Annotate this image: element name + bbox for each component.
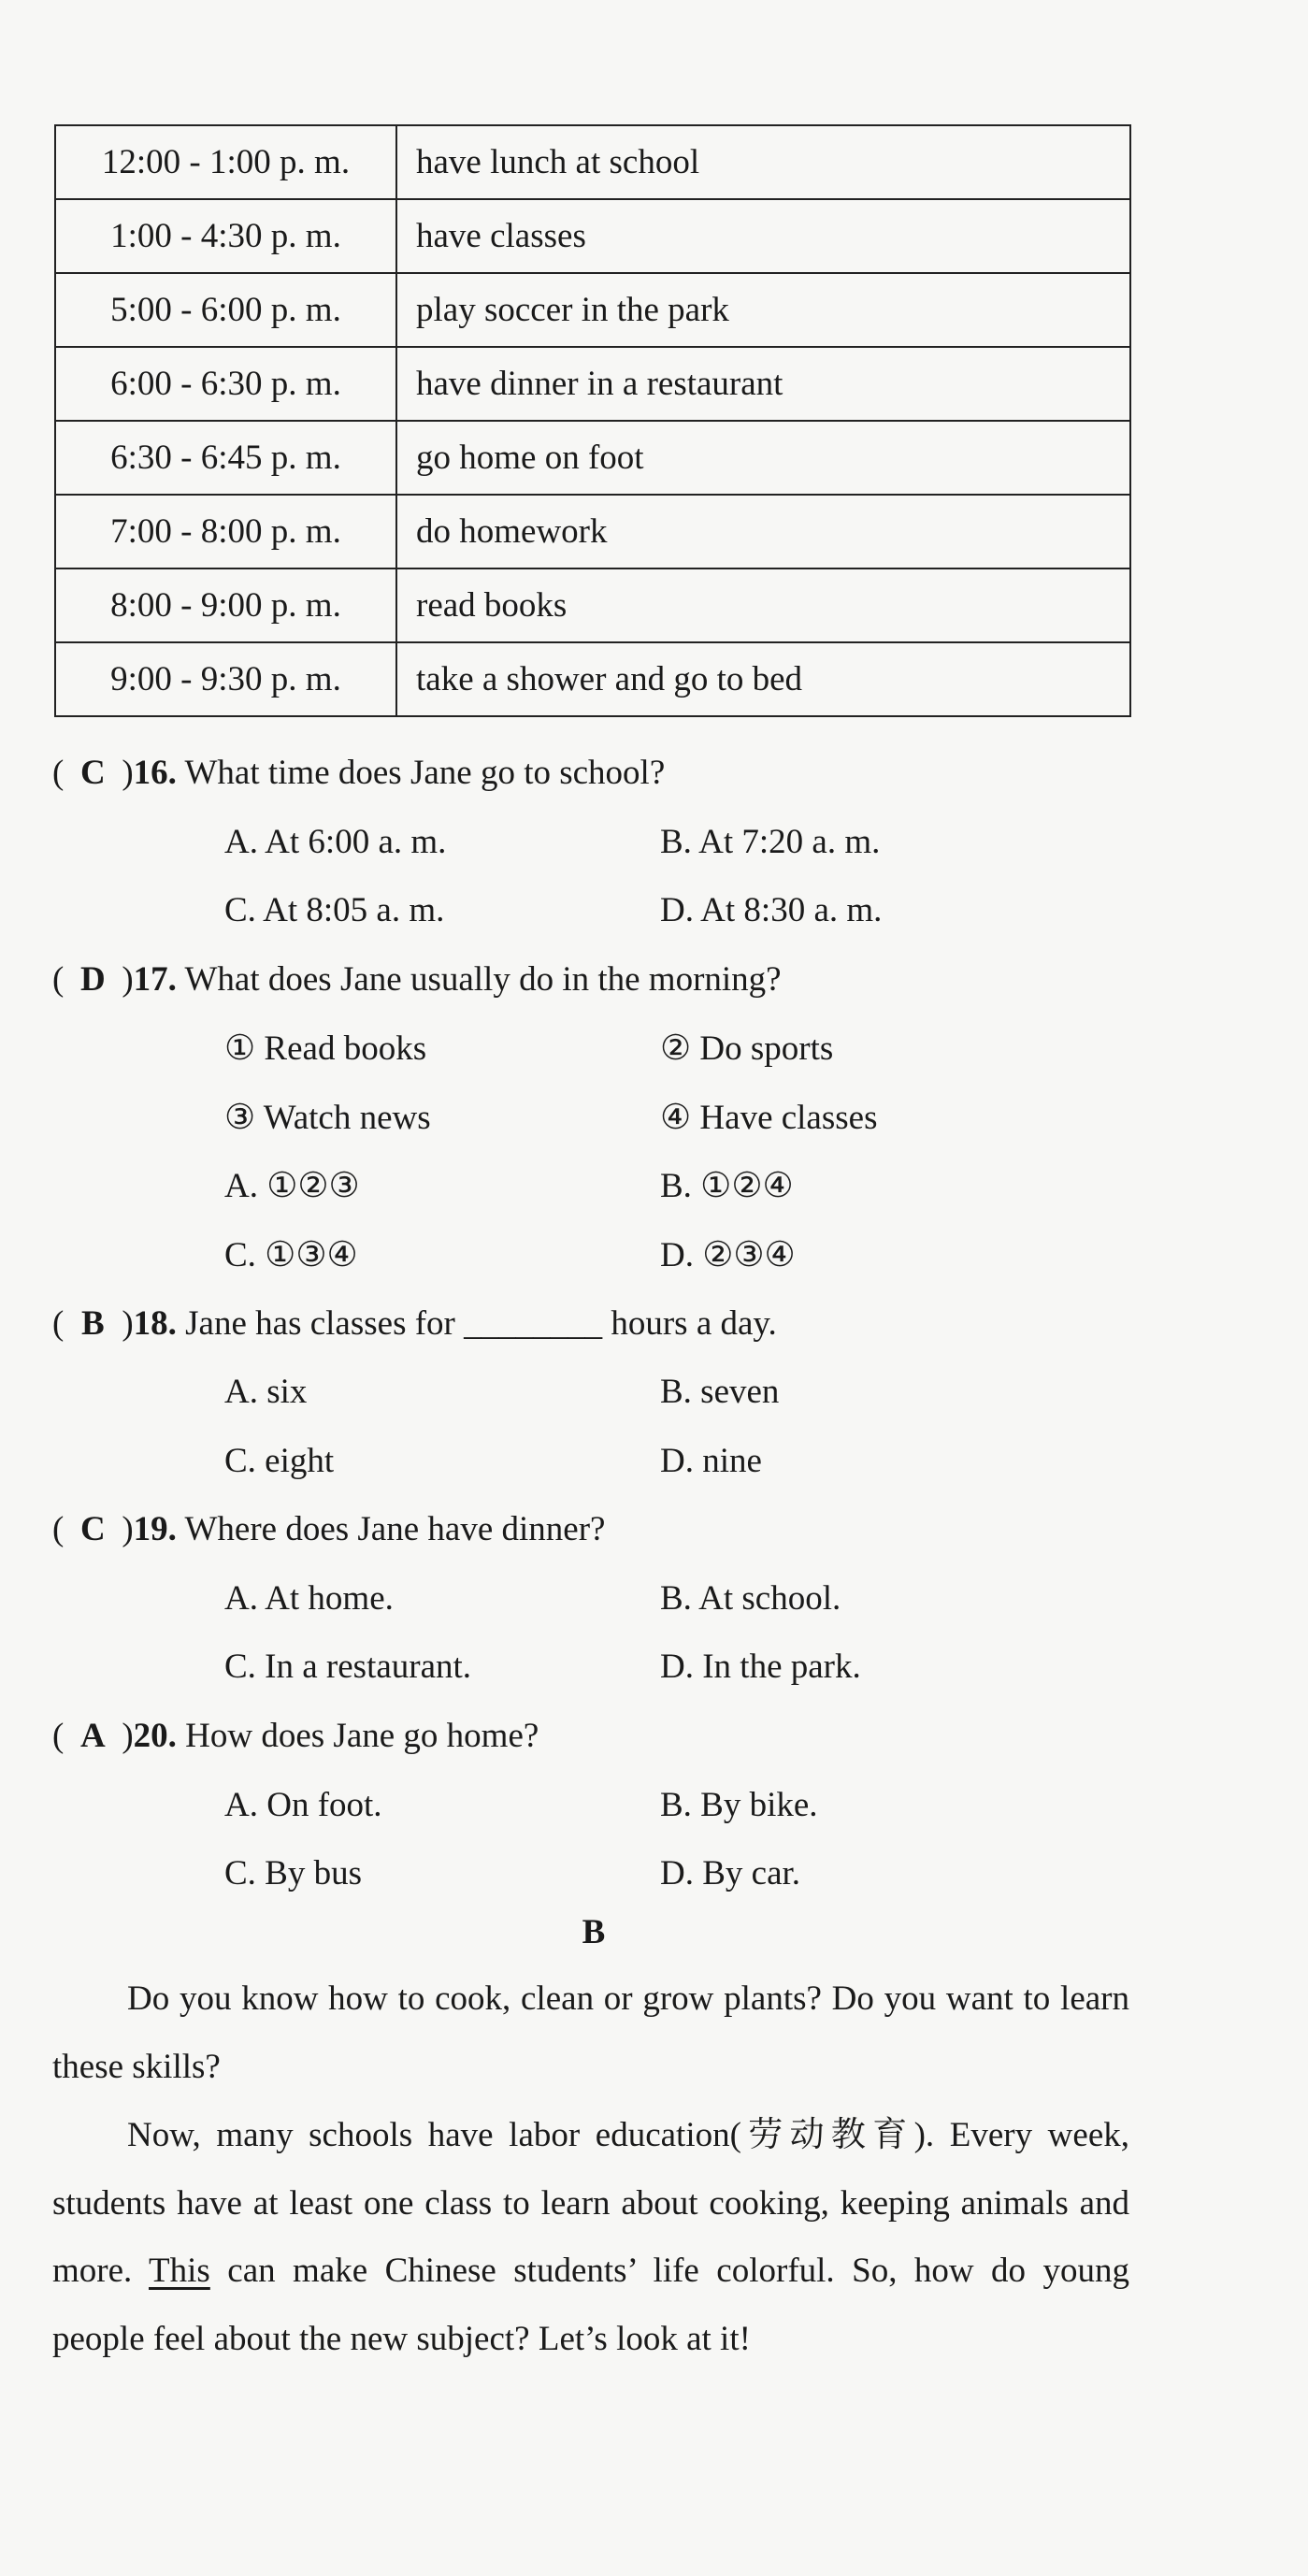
question-text: Where does Jane have dinner? — [184, 1510, 606, 1548]
option-a: A. At 6:00 a. m. — [224, 823, 447, 861]
option-c: C. eight — [224, 1442, 335, 1480]
option-a: A. On foot. — [224, 1786, 382, 1824]
option-b: B. At school. — [660, 1579, 841, 1618]
option-b: B. seven — [660, 1373, 780, 1411]
option-c: C. At 8:05 a. m. — [224, 891, 445, 929]
passage-paragraph-2 — [52, 2102, 1129, 2373]
activity-cell: have classes — [396, 199, 1130, 273]
option-d: D. ②③④ — [660, 1236, 796, 1274]
question-number: 17. — [133, 960, 177, 999]
choice-item-2: ② Do sports — [660, 1029, 834, 1068]
option-b: B. ①②④ — [660, 1167, 794, 1205]
option-a: A. six — [224, 1373, 308, 1411]
passage-paragraph-1 — [52, 1965, 1129, 2101]
activity-cell: do homework — [396, 495, 1130, 568]
table-row — [55, 347, 1130, 421]
option-a: A. ①②③ — [224, 1167, 360, 1205]
answer-letter: B — [80, 1304, 105, 1343]
activity-cell: go home on foot — [396, 421, 1130, 495]
paragraph-text: Do you know how to cook, clean or grow plants? Do you want to learn these skills? — [52, 1979, 1129, 2086]
choice-item-1: ① Read books — [224, 1029, 427, 1068]
question-text: What does Jane usually do in the morning? — [184, 960, 782, 999]
time-cell: 6:30 - 6:45 p. m. — [55, 421, 396, 495]
time-cell: 8:00 - 9:00 p. m. — [55, 568, 396, 642]
question-number: 19. — [133, 1510, 177, 1548]
activity-cell: have lunch at school — [396, 125, 1130, 199]
activity-cell: take a shower and go to bed — [396, 642, 1130, 716]
question-19: ( C )19. Where does Jane have dinner? — [52, 1510, 606, 1548]
question-text-end: hours a day. — [602, 1304, 777, 1343]
table-row — [55, 495, 1130, 568]
table-row — [55, 642, 1130, 716]
answer-letter: C — [79, 1510, 106, 1548]
option-c: C. By bus — [224, 1854, 363, 1892]
question-text: Jane has classes for — [185, 1304, 465, 1343]
choice-item-3: ③ Watch news — [224, 1099, 431, 1137]
question-text: How does Jane go home? — [185, 1717, 539, 1755]
underlined-word: This — [149, 2252, 210, 2290]
table-row — [55, 421, 1130, 495]
table-row — [55, 273, 1130, 347]
table-row — [55, 199, 1130, 273]
time-cell: 5:00 - 6:00 p. m. — [55, 273, 396, 347]
answer-blank: ________ — [464, 1304, 603, 1343]
option-b: B. By bike. — [660, 1786, 818, 1824]
time-cell: 7:00 - 8:00 p. m. — [55, 495, 396, 568]
question-number: 16. — [133, 754, 177, 792]
option-d: D. nine — [660, 1442, 762, 1480]
option-c: C. ①③④ — [224, 1236, 358, 1274]
answer-letter: D — [79, 960, 106, 999]
paragraph-text-end: can make Chinese students’ life colorful. So, how do young people feel about the new subject? Let’s look at it! — [52, 2252, 1129, 2358]
option-b: B. At 7:20 a. m. — [660, 823, 881, 861]
activity-cell: have dinner in a restaurant — [396, 347, 1130, 421]
option-d: D. At 8:30 a. m. — [660, 891, 883, 929]
question-20: ( A )20. How does Jane go home? — [52, 1717, 539, 1755]
activity-cell: play soccer in the park — [396, 273, 1130, 347]
table-row — [55, 568, 1130, 642]
option-c: C. In a restaurant. — [224, 1648, 472, 1686]
option-a: A. At home. — [224, 1579, 394, 1618]
paragraph-text: Now, many schools have labor education(劳动教育). Every week, students have at least one class to learn about cooking, keeping animals and more. — [52, 2116, 1129, 2290]
question-number: 18. — [133, 1304, 177, 1343]
activity-cell: read books — [396, 568, 1130, 642]
time-cell: 1:00 - 4:30 p. m. — [55, 199, 396, 273]
answer-letter: C — [79, 754, 106, 792]
question-number: 20. — [133, 1717, 177, 1755]
choice-item-4: ④ Have classes — [660, 1099, 878, 1137]
question-16: ( C )16. What time does Jane go to school? — [52, 754, 666, 792]
question-17: ( D )17. What does Jane usually do in the morning? — [52, 960, 782, 999]
time-cell: 12:00 - 1:00 p. m. — [55, 125, 396, 199]
section-heading: B — [582, 1913, 606, 1951]
answer-letter: A — [79, 1717, 106, 1755]
table-row — [55, 125, 1130, 199]
question-18: ( B )18. Jane has classes for ________ hours a day. — [52, 1304, 777, 1343]
option-d: D. By car. — [660, 1854, 801, 1892]
option-d: D. In the park. — [660, 1648, 861, 1686]
time-cell: 9:00 - 9:30 p. m. — [55, 642, 396, 716]
time-cell: 6:00 - 6:30 p. m. — [55, 347, 396, 421]
schedule-table — [54, 124, 1131, 717]
question-text: What time does Jane go to school? — [184, 754, 666, 792]
